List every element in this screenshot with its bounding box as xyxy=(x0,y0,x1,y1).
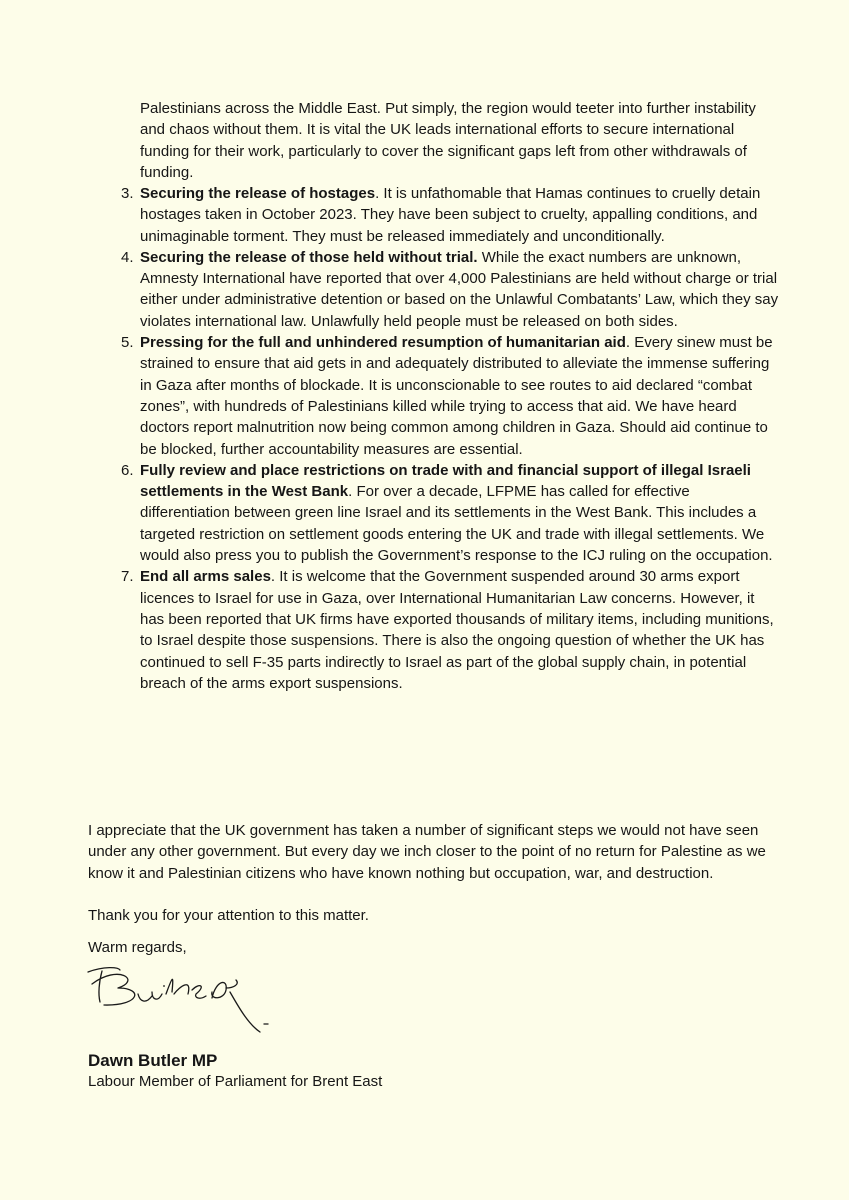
list-item xyxy=(121,247,780,332)
handwritten-signature xyxy=(82,958,277,1040)
signatory-role: Labour Member of Parliament for Brent East xyxy=(88,1073,383,1090)
closing-salutation: Warm regards, xyxy=(88,939,187,956)
appreciation-paragraph: I appreciate that the UK government has taken a number of significant steps we would not have seen under any other government. But every day we inch closer to the point of no return for Palestine as we know it and Palestinian citizens who have known nothing but occupation, war, and destruction. xyxy=(88,822,766,882)
list-item-number: 4. xyxy=(121,248,134,266)
list-item-number: 5. xyxy=(121,334,134,352)
signatory-name: Dawn Butler MP xyxy=(88,1051,218,1070)
list-item-heading: Securing the release of those held without trial. xyxy=(140,248,478,266)
list-item xyxy=(121,332,780,460)
list-item-heading: End all arms sales xyxy=(140,568,271,586)
list-item-heading: Fully review and place restrictions on trade with and financial support of illegal Israeli settlements in the West Bank xyxy=(140,461,751,501)
list-item-body: While the exact numbers are unknown, Amnesty International have reported that over 4,000 Palestinians are held without charge or trial either under administrative detention or based on the Unlawful Combatants’ Law, which they say violates international law. Unlawfully held people must be released on both sides. xyxy=(140,248,779,330)
list-item-number: 6. xyxy=(121,461,134,479)
list-item-body: . It is welcome that the Government suspended around 30 arms export licences to Israel for use in Gaza, over International Humanitarian Law concerns. However, it has been reported that UK firms have exported thousands of military items, including munitions, to Israel despite those suspensions. There is also the ongoing question of whether the UK has continued to sell F-35 parts indirectly to Israel as part of the global supply chain, in potential breach of the arms export suspensions. xyxy=(140,568,774,692)
list-item xyxy=(121,460,780,566)
list-item-body: . For over a decade, LFPME has called for effective differentiation between green line Israel and its settlements in the West Bank. This includes a targeted restriction on settlement goods entering the UK and trade with illegal settlements. We would also press you to publish the Government’s response to the ICJ ruling on the occupation. xyxy=(140,483,773,565)
list-item xyxy=(121,566,780,694)
list-item-body: . It is unfathomable that Hamas continues to cruelly detain hostages taken in October 2023. They have been subject to cruelty, appalling conditions, and unimaginable torment. They must be released immediately and unconditionally. xyxy=(140,185,761,245)
continued-point-text: Palestinians across the Middle East. Put simply, the region would teeter into further instability and chaos without them. It is vital the UK leads international efforts to secure international funding for their work, particularly to cover the significant gaps left from other withdrawals of funding. xyxy=(140,100,756,181)
list-item-heading: Securing the release of hostages xyxy=(140,185,376,202)
demands-list xyxy=(121,183,780,694)
thanks-paragraph: Thank you for your attention to this matter. xyxy=(88,907,369,924)
list-item-number: 3. xyxy=(121,185,134,202)
list-item-number: 7. xyxy=(121,568,134,586)
list-item xyxy=(121,183,780,247)
list-item-body: . Every sinew must be strained to ensure that aid gets in and adequately distributed to alleviate the immense suffering in Gaza after months of blockade. It is unconscionable to see routes to aid declared “combat zones”, with hundreds of Palestinians killed while trying to access that aid. We have heard doctors report malnutrition now being common among children in Gaza. Should aid continue to be blocked, further accountability measures are essential. xyxy=(140,334,773,458)
list-item-heading: Pressing for the full and unhindered resumption of humanitarian aid xyxy=(140,334,626,352)
